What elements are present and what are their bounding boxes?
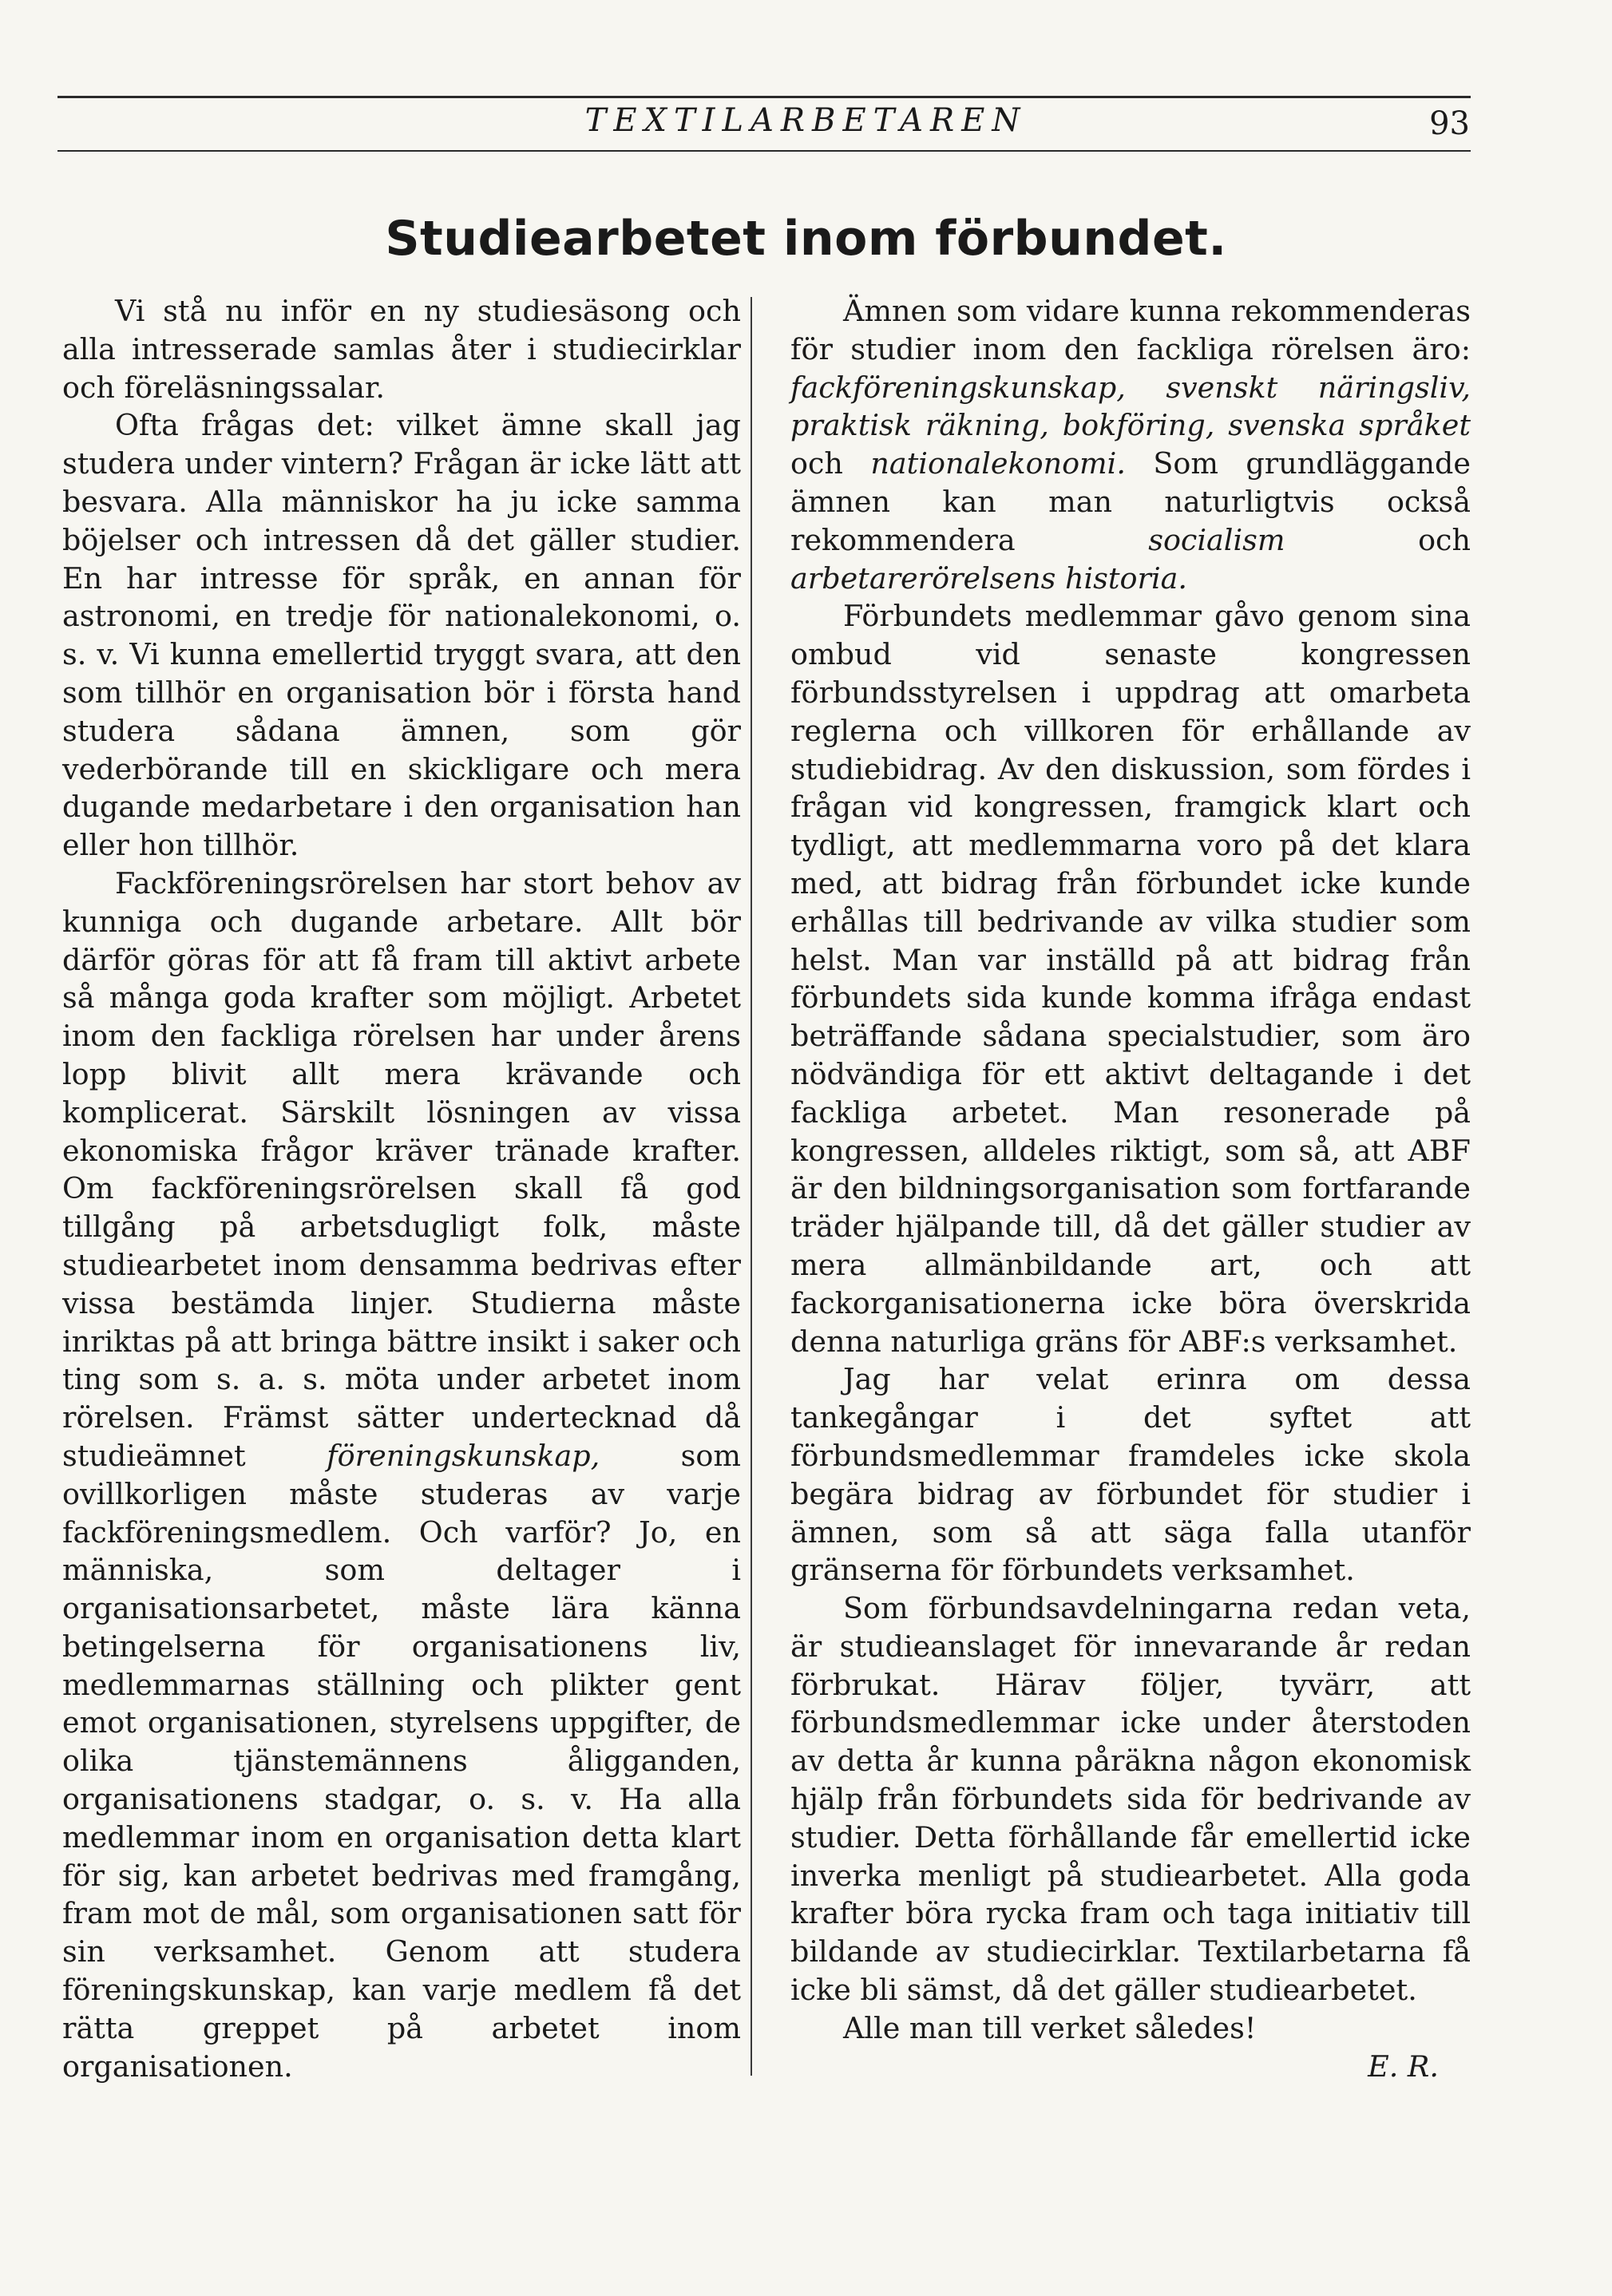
paragraph-text: Ämnen som vidare kunna rekommenderas för studier inom den fackliga rörelsen äro: — [790, 294, 1471, 366]
page-number: 93 — [1429, 105, 1470, 142]
paragraph-text: Fackföreningsrörelsen har stort behov av kunniga och dugande arbetare. Allt bör därför göras för att få fram till aktivt arbete så många goda krafter som möjligt. Arbetet inom den fackliga rörelsen har under årens lopp blivit allt mera krävande och komplicerat. Särskilt lösningen av vissa ekonomiska frågor kräver tränade krafter. Om fackföreningsrörelsen skall få god tillgång på arbetsdugligt folk, måste studiearbetet inom densamma bedrivas efter vissa bestämda linjer. Studierna måste inriktas på att bringa bättre insikt i saker och ting som s. a. s. möta under arbetet inom rörelsen. Främst sätter undertecknad då studieämnet — [62, 865, 741, 1473]
paragraph: Alle man till verket således! — [843, 2010, 1257, 2045]
italic-term: nationalekonomi. — [870, 446, 1126, 481]
paragraph: Förbundets medlemmar gåvo genom sina ombud vid senaste kongressen förbundsstyrelsen i uppdrag att omarbeta reglerna och villkoren för erhållande av studiebidrag. Av den diskussion, som fördes i frågan vid kongressen, framgick klart och tydligt, att medlemmarna voro på det klara med, att bidrag från förbundet icke kunde erhållas till bedrivande av vilka studier som helst. Man var inställd på att bidrag från förbundets sida kunde komma ifråga endast beträffande sådana specialstudier, som äro nödvändiga för ett aktivt deltagande i det fackliga arbetet. Man resonerade på kongressen, alldeles riktigt, som så, att ABF är den bildningsorganisation som fortfarande träder hjälpande till, då det gäller studier av mera allmänbildande art, och att fackorganisationerna icke böra överskrida denna naturliga gräns för ABF:s verksamhet. — [790, 599, 1471, 1359]
paragraph: Vi stå nu inför en ny studiesäsong och alla intresserade samlas åter i studiecirklar och föreläsningssalar. — [62, 294, 741, 405]
paragraph-text: Som grundläggande ämnen kan man naturligtvis också rekommendera — [790, 446, 1471, 557]
header-rule-bottom — [57, 150, 1471, 152]
italic-term: föreningskunskap, — [327, 1438, 600, 1473]
paragraph: Som förbundsavdelningarna redan veta, är studieanslaget för innevarande år redan förbrukat. Härav följer, tyvärr, att förbundsmedlemmar icke under återstoden av detta år kunna påräkna någon ekonomisk hjälp från förbundets sida för bedrivande av studier. Detta förhållande får emellertid icke inverka menligt på studiearbetet. Alla goda krafter böra rycka fram och taga initiativ till bildande av studiecirklar. Textilarbetarna få icke bli sämst, då det gäller studiearbetet. — [790, 1591, 1471, 2008]
italic-term: arbetarerörelsens historia. — [790, 560, 1188, 596]
left-column — [62, 292, 741, 2085]
paragraph-text: och — [1418, 522, 1471, 557]
paragraph: Ofta frågas det: vilket ämne skall jag studera under vintern? Frågan är icke lätt att besvara. Alla människor ha ju icke samma böjelser och intressen då det gäller studier. En har intresse för språk, en annan för astronomi, en tredje för nationalekonomi, o. s. v. Vi kunna emellertid tryggt svara, att den som tillhör en organisation bör i första hand studera sådana ämnen, som gör vederbörande till en skickligare och mera dugande medarbetare i den organisation han eller hon tillhör. — [62, 408, 741, 863]
article-title: Studiearbetet inom förbundet. — [385, 211, 1227, 267]
italic-term: fackföreningskunskap, svenskt näringsliv, praktisk räkning, bokföring, svenska språket — [790, 370, 1471, 443]
italic-term: socialism — [1148, 522, 1285, 557]
paragraph — [62, 865, 741, 2086]
signature: E. R. — [1368, 2049, 1439, 2084]
paragraph-text: som ovillkorligen måste studeras av varje fackföreningsmedlem. Och varför? Jo, en människa, som deltager i organisationsarbetet, måste lära känna betingelserna för organisationens liv, medlemmarnas ställning och plikter gent emot organisationen, styrelsens uppgifter, de olika tjänstemännens åligganden, organisationens stadgar, o. s. v. Ha alla medlemmar inom en organisation detta klart för sig, kan arbetet bedrivas med framgång, fram mot de mål, som organisationen satt för sin verksamhet. Genom att studera föreningskunskap, kan varje medlem få det rätta greppet på arbetet inom organisationen. — [62, 1438, 741, 2084]
paragraph: Jag har velat erinra om dessa tankegångar i det syftet att förbundsmedlemmar framdeles icke skola begära bidrag av förbundet för studier i ämnen, som så att säga falla utanför gränserna för förbundets verksamhet. — [790, 1362, 1471, 1588]
column-divider — [751, 297, 752, 2076]
right-column — [790, 292, 1471, 2085]
running-head: TEXTILARBETAREN — [584, 102, 1028, 139]
header-rule-top — [57, 96, 1471, 98]
paragraph — [790, 292, 1471, 597]
paragraph-text: och — [790, 446, 843, 481]
